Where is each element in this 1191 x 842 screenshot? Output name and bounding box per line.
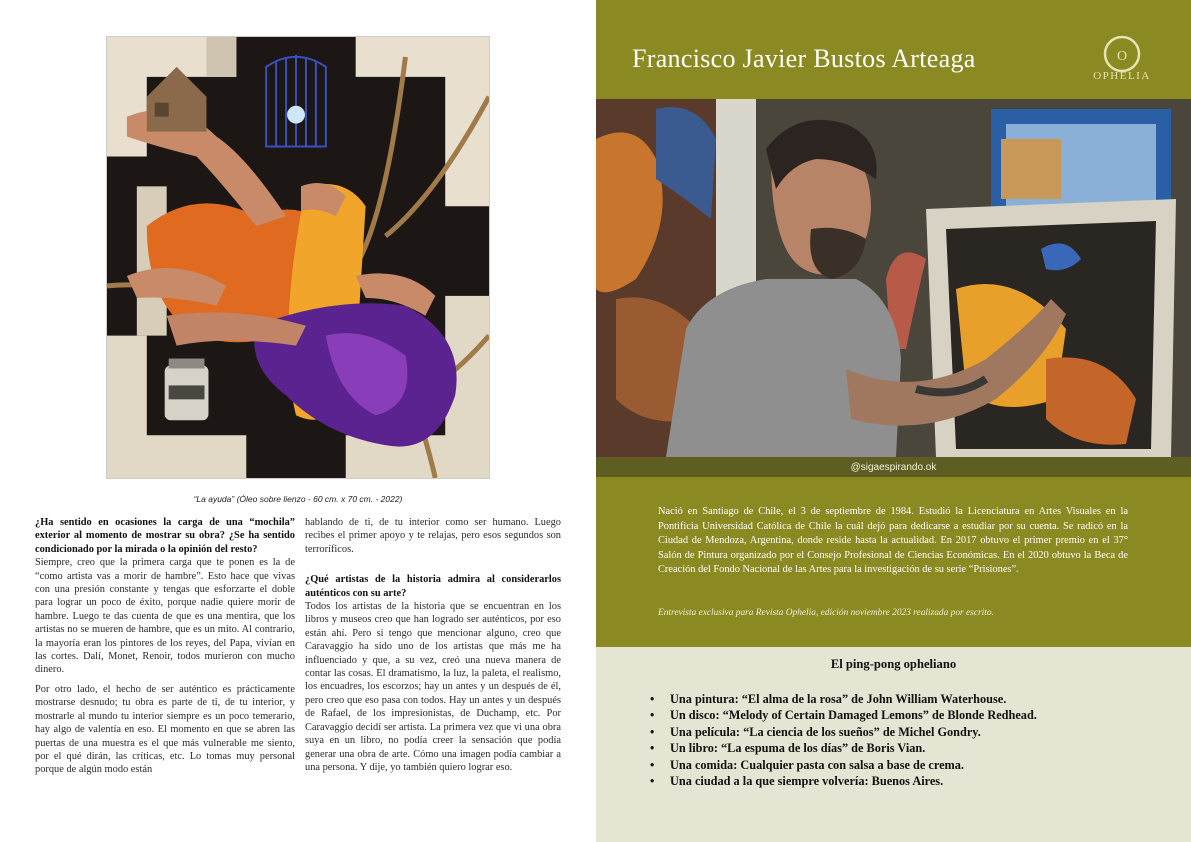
answer-1-paragraph-2-continued: hablando de ti, de tu interior como ser humano. Luego recibes el primer apoyo y te relajas, pero esos segundos son terroríficos. (305, 517, 561, 555)
pingpong-item-text: Un libro: “La espuma de los días” de Boris Vian. (670, 741, 926, 756)
ophelia-logo-icon (1102, 34, 1142, 74)
bio-band (596, 477, 1191, 647)
pingpong-item-text: Una pintura: “El alma de la rosa” de John William Waterhouse. (670, 692, 1007, 706)
artist-bio: Nació en Santiago de Chile, el 3 de septiembre de 1984. Estudió la Licenciatura en Artes Visuales en la Pontificia Universidad Católica de Chile la cuál dejó para dedicarse a estudiar por su cuenta. Se radicó en la Ciudad de Mendoza, Argentina, donde reside hasta la actualidad. En 2017 obtuvo el primer premio en el 37° Salón de Pintura organizado por el Consejo Profesional de Ciencias Económicas. En el 2020 obtuvo la Beca de Creación del Fondo Nacional de las Artes para la investigación de su serie “Prisiones”. (658, 506, 1128, 576)
pingpong-list (650, 691, 1150, 789)
article-column-1 (35, 516, 295, 777)
photo-handle: @sigaespirando.ok (850, 462, 937, 473)
pingpong-item-text: Una ciudad a la que siempre volvería: Buenos Aires. (670, 774, 944, 789)
bullet-icon: • (650, 741, 655, 756)
pingpong-title: El ping-pong opheliano (830, 657, 957, 671)
pingpong-item (650, 740, 1150, 756)
painting-la-ayuda (106, 36, 490, 479)
pingpong-item-text: Una película: “La ciencia de los sueños” de Michel Gondry. (670, 724, 981, 739)
article-column-2 (305, 516, 561, 774)
pingpong-item (650, 691, 1150, 707)
bullet-icon: • (650, 724, 655, 739)
answer-2: Todos los artistas de la historia que se encuentran en los libros y museos creo que han logrado ser auténticos, por eso están ahí. Pero si tengo que mencionar alguno, creo que Caravaggio ha sido uno de los artistas que más me ha influenciado y que, a su vez, creó una nueva manera de contar las cosas. El dramatismo, la luz, la paleta, el realismo, los encuadres, los escorzos; hay un antes y un después de él, pero creo que eso pasa con todos. Hay un antes y un después de Rafael, de los impresionistas, de Duchamp, etc. Por Caravaggio decidí ser artista. La primera vez que vi una obra suya en un libro, no podía creer la sensación que podía generar una obra de arte. Cómo una imagen podía cambiar a una persona. Y dije, yo también quiero lograr eso. (305, 601, 561, 773)
header-band (596, 0, 1191, 99)
ophelia-logo (1084, 34, 1160, 84)
ophelia-logo-letter: O (1116, 49, 1128, 64)
painting-illustration (107, 37, 489, 478)
pingpong-item (650, 724, 1150, 740)
answer-1-paragraph-2: Por otro lado, el hecho de ser auténtico es prácticamente mostrarse desnudo; tu obra es parte de ti, de tu interior, y mostrarle al mundo tu interior siempre es un poco temerario, hay algo de valentía en eso. El momento en que se abren las puertas de una muestra es el que más vulnerable me siento, por el qué dirán, las críticas, etc. Lo tomas muy personal porque de algún modo están (35, 683, 295, 776)
pingpong-item (650, 707, 1150, 723)
artist-name: Francisco Javier Bustos Arteaga (632, 44, 976, 73)
artist-photo (596, 99, 1191, 457)
question-1: ¿Ha sentido en ocasiones la carga de una “mochila” exterior al momento de mostrar su obra? ¿Se ha sentido condicionado por la mirada o la opinión del resto? (35, 517, 295, 555)
pingpong-item (650, 773, 1150, 789)
bullet-icon: • (650, 708, 655, 723)
painting-caption: “La ayuda” (Óleo sobre lienzo - 60 cm. x 70 cm. - 2022) (193, 494, 403, 504)
pingpong-item (650, 757, 1150, 773)
photo-credit-bar (596, 457, 1191, 477)
right-page (596, 0, 1191, 842)
bullet-icon: • (650, 757, 655, 772)
answer-1-paragraph-1: Siempre, creo que la primera carga que te ponen es la de “como artista vas a morir de hambre”. Esto hace que vivas con una presión constante y tengas que esforzarte el doble para lograr un poco de éxito, porque nadie quiere morir de hambre. Luego te das cuenta de que es una mentira, que los artistas no se mueren de hambre, que es un mito. Al contrario, la mayoría eran los pintores de los reyes, del Papa, vivían en las cortes. Dalí, Monet, Renoir, todos murieron con mucho dinero. (35, 557, 295, 676)
interview-note: Entrevista exclusiva para Revista Ophelia, edición noviembre 2023 realizada por escrito. (658, 608, 994, 618)
bullet-icon: • (650, 774, 655, 789)
bullet-icon: • (650, 692, 655, 706)
pingpong-item-text: Un disco: “Melody of Certain Damaged Lemons” de Blonde Redhead. (670, 708, 1037, 723)
pingpong-item-text: Una comida: Cualquier pasta con salsa a base de crema. (670, 757, 964, 772)
artist-photo-illustration (596, 99, 1191, 457)
ophelia-logo-text: OPHELIA (1093, 70, 1151, 82)
question-2: ¿Qué artistas de la historia admira al considerarlos auténticos con su arte? (305, 574, 561, 599)
